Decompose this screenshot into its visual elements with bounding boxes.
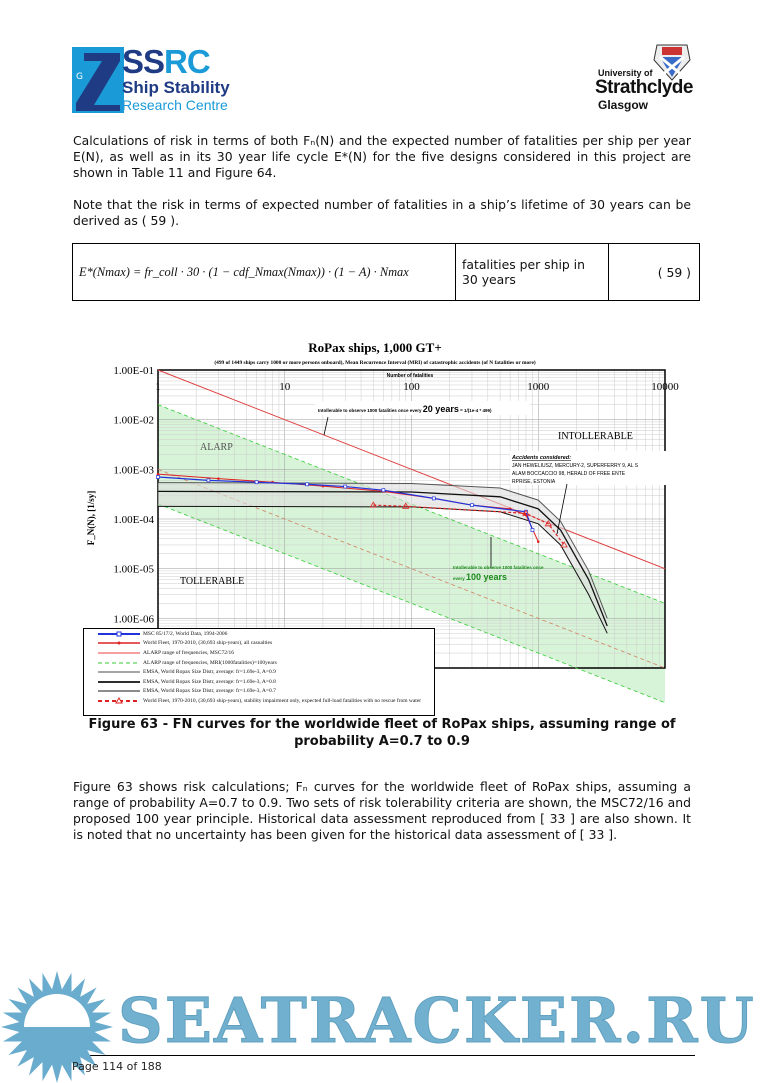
x-tick-label: 100 <box>403 381 420 393</box>
x-axis-label: Number of fatalities <box>386 373 434 379</box>
legend-item <box>84 687 434 697</box>
legend-item <box>84 629 434 639</box>
legend-item <box>84 639 434 649</box>
legend-label: World Fleet, 1970-2010, (30,693 ship-years), all casualties <box>143 640 273 647</box>
legend-swatch <box>98 630 140 638</box>
world-fleet-point <box>217 477 220 480</box>
x-tick-label: 10 <box>279 381 291 393</box>
legend-label: ALARP range of frequencies, MSC72/16 <box>143 649 234 656</box>
annotation-100-years: every 100 years <box>453 572 508 582</box>
msc-point <box>344 485 347 488</box>
legend-label: EMSA, World Ropax Size Distr, average: fr=1.69e-3, A=0.9 <box>143 669 276 676</box>
legend-label: World Fleet, 1970-2010, (30,693 ship-years), stability impairment only, expected full-load fatalities with no rescue from water <box>143 697 422 704</box>
legend-item <box>84 667 434 677</box>
accidents-list: ALAM BOCCACCIO 98, HERALD OF FREE ENTE <box>512 471 626 477</box>
ssrc-letters: SSRC <box>122 43 210 80</box>
legend-item <box>84 696 434 706</box>
tolerable-label: TOLLERABLE <box>180 576 245 587</box>
msc-point <box>470 504 473 507</box>
accidents-title: Accidents considered: <box>512 455 571 461</box>
legend-swatch <box>98 639 140 647</box>
msc-point <box>531 529 534 532</box>
legend-swatch <box>98 649 140 657</box>
annotation-100-years-small: Intollerable to observe 1000 fatalities once <box>453 565 544 570</box>
x-tick-label: 1 <box>155 381 161 393</box>
y-tick-label: 1.00E-03 <box>113 464 154 477</box>
legend-item <box>84 658 434 668</box>
chart-legend <box>83 628 435 716</box>
y-tick-label: 1.00E-04 <box>113 514 154 526</box>
annotation-20-years: Intollerable to observe 1000 fatalities once every 20 years = 1/(1e-4 * 499) <box>318 404 492 414</box>
accidents-list: JAN HEWELIUSZ, MERCURY-2, SUPERFERRY 9, AL S <box>512 463 639 469</box>
uni-line1: University of <box>598 68 653 78</box>
uni-line3: Glasgow <box>598 98 649 112</box>
footer-divider <box>70 1055 695 1056</box>
ssrc-line2: Research Centre <box>122 97 228 113</box>
legend-item <box>84 677 434 687</box>
x-tick-label: 1000 <box>527 381 550 393</box>
equation-number: ( 59 ) <box>609 244 700 301</box>
legend-item <box>84 648 434 658</box>
chart-subtitle: (499 of 1449 ships carry 1000 or more persons onboard), Mean Recurrence Interval (MRI) of catastrophic accidents (of N fatalities or more) <box>214 360 536 366</box>
world-fleet-point <box>157 473 160 476</box>
equation-table <box>72 243 700 301</box>
strathclyde-logo <box>590 42 700 114</box>
msc-point <box>432 497 435 500</box>
legend-label: EMSA, World Ropax Size Distr, average: fr=1.69e-3, A=0.8 <box>143 678 276 685</box>
chart-title: RoPax ships, 1,000 GT+ <box>308 340 442 355</box>
crest-icon <box>652 42 692 82</box>
equation-description: fatalities per ship in 30 years <box>456 244 609 301</box>
y-tick-label: 1.00E-05 <box>113 563 154 576</box>
paragraph-1: Calculations of risk in terms of both Fₙ(N) and the expected number of fatalities per ship per year E(N), as well as in its 30 year life cycle E*(N) for the five designs considered in this project are shown in Table 11 and Figure 64. <box>73 133 691 180</box>
paragraph-3: Figure 63 shows risk calculations; Fₙ curves for the worldwide fleet of RoPax ships, assuming a range of probability A=0.7 to 0.9. Two sets of risk tolerability criteria are shown, the MSC72/16 and proposed 100 year principle. Historical data assessment reproduced from [ 33 ] are also shown. It is noted that no uncertainty has been given for the historical data assessment of [ 33 ]. <box>73 779 691 842</box>
msc-point <box>157 476 160 479</box>
legend-label: MSC 85/17/2, World Data, 1994-2006 <box>143 630 228 637</box>
msc-point <box>255 481 258 484</box>
paragraph-2: Note that the risk in terms of expected number of fatalities in a ship’s lifetime of 30 years can be derived as ( 59 ). <box>73 197 691 228</box>
legend-swatch <box>98 697 140 705</box>
y-tick-label: 1.00E-06 <box>113 613 154 626</box>
equation: E*(Nmax) = fr_coll · 30 · (1 − cdf_Nmax(Nmax)) · (1 − A) · Nmax <box>73 244 456 301</box>
page-number: Page 114 of 188 <box>72 1060 162 1073</box>
x-tick-label: 10000 <box>651 381 679 393</box>
msc-point <box>306 483 309 486</box>
legend-label: EMSA, World Ropax Size Distr, average: fr=1.69e-3, A=0.7 <box>143 688 276 695</box>
ssrc-logo <box>70 45 230 115</box>
world-fleet-point <box>537 540 540 543</box>
legend-swatch <box>98 678 140 686</box>
watermark: SEATRACKER.RU <box>118 984 756 1057</box>
y-tick-label: 1.00E-02 <box>113 414 154 427</box>
intolerable-label: INTOLLERABLE <box>558 431 633 442</box>
uni-line2: Strathclyde <box>595 77 693 98</box>
legend-swatch <box>98 687 140 695</box>
accidents-list: RPRISE, ESTONIA <box>512 479 556 485</box>
ssrc-line1: Ship Stability <box>122 78 230 97</box>
msc-point <box>382 489 385 492</box>
legend-label: ALARP range of frequencies, MRI(1000fatalities)=100years <box>143 659 277 666</box>
y-tick-label: 1.00E-01 <box>113 365 154 377</box>
alarp-label: ALARP <box>200 442 233 453</box>
y-axis-label: F_N(N), [1/sy] <box>86 490 96 546</box>
figure-caption: Figure 63 - FN curves for the worldwide fleet of RoPax ships, assuming range of probability A=0.7 to 0.9 <box>88 717 676 749</box>
legend-swatch <box>98 668 140 676</box>
legend-swatch <box>98 659 140 667</box>
svg-text:G: G <box>76 72 83 82</box>
msc-point <box>207 479 210 482</box>
